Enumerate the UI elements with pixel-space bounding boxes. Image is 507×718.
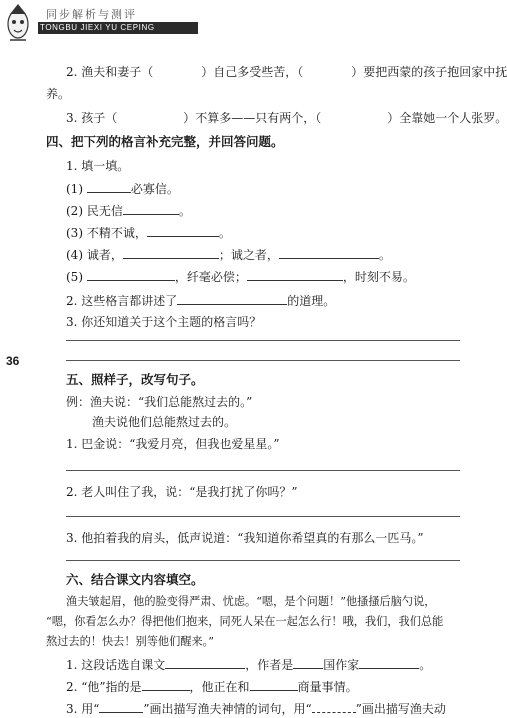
text: 的道理。 [287,294,336,308]
answer-blank[interactable] [117,110,183,122]
text: 。 [419,658,432,672]
section-5-title: 五、照样子，改写句子。 [66,372,204,387]
text: 1. 这段话选自课文 [66,658,166,672]
proverb-3 [66,224,231,241]
text: ；诚之者， [218,248,279,262]
example-line-2: 渔夫说他们总能熬过去的。 [92,415,237,429]
text: ，时刻不易。 [342,270,415,284]
text: (2) 民无信 [66,204,123,218]
answer-blank[interactable] [123,202,179,215]
section-5-item-1: 1. 巴金说：“我爱月亮，但我也爱星星。” [66,437,280,451]
wavy-line-sample [312,700,356,713]
section-6-item-2 [66,678,358,695]
text: 2. “他”指的是 [66,680,142,694]
text: (5) [66,270,83,284]
question-2-cont: 养。 [46,87,71,101]
header-subtitle: TONGBU JIEXI YU CEPING [40,23,155,32]
text: 国作家 [323,658,360,672]
answer-blank[interactable] [359,656,419,669]
text: 必寡信。 [130,182,179,196]
text: ，纤毫必偿； [174,270,247,284]
answer-blank[interactable] [142,678,190,691]
answer-blank[interactable] [250,678,298,691]
question-2-line [66,64,507,80]
answer-blank[interactable] [153,64,201,76]
section-6-item-3 [66,700,446,717]
answer-line[interactable] [66,560,460,561]
text: 3. 孩子（ [66,111,118,125]
section-4-item-2 [66,292,335,309]
proverb-1 [66,180,179,197]
text: 。 [378,248,391,262]
text: (4) 诚者， [66,248,123,262]
answer-blank[interactable] [279,246,379,259]
section-6-item-1 [66,656,431,673]
answer-blank[interactable] [293,656,323,669]
section-6-title: 六、结合课文内容填空。 [66,572,204,587]
straight-line-sample [99,700,143,713]
example-line-1: 例：渔夫说：“我们总能熬过去的。” [66,395,253,409]
text: ”画出描写渔夫神情的词句，用“ [143,702,312,716]
section-5-item-2: 2. 老人叫住了我，说：“是我打扰了你吗？” [66,485,298,499]
answer-line[interactable] [66,470,460,471]
question-3-line [66,110,507,126]
page-number: 36 [6,354,20,368]
text: ）不算多——只有两个，（ [183,111,322,125]
answer-blank[interactable] [321,110,387,122]
section-4-item-3: 3. 你还知道关于这个主题的格言吗？ [66,315,262,329]
answer-blank[interactable] [165,656,245,669]
text: ”画出描写渔夫动 [355,702,446,716]
section-5-item-3: 3. 他拍着我的肩头，低声说道：“我知道你希望真的有那么一匹马。” [66,531,424,545]
text: (3) 不精不诚， [66,226,147,240]
mascot-icon [4,2,32,44]
proverb-2 [66,202,191,219]
answer-blank[interactable] [123,246,219,259]
answer-line[interactable] [66,516,460,517]
section-4-item-1: 1. 填一填。 [66,159,130,173]
answer-blank[interactable] [177,292,287,305]
answer-blank[interactable] [303,64,351,76]
section-4-title: 四、把下列的格言补充完整，并回答问题。 [46,134,284,149]
text: ）全靠她一个人张罗。 [387,111,507,125]
text: 2. 渔夫和妻子（ [66,65,154,79]
text: ）自己多受些苦，（ [201,65,304,79]
answer-line[interactable] [66,340,460,341]
passage-line-2: “嗯，你看怎么办？得把他们抱来，同死人呆在一起怎么行！哦，我们，我们总能 [46,615,444,628]
text: ，他正在和 [189,680,250,694]
text: 。 [218,226,231,240]
text: 3. 用“ [66,702,100,716]
passage-line-3: 熬过去的！快去！别等他们醒来。” [46,635,214,648]
page-header [0,0,490,46]
passage-line-1: 渔夫皱起眉，他的脸变得严肃、忧虑。“嗯，是个问题！”他搔搔后脑勺说， [66,595,436,608]
text: ）要把西蒙的孩子抱回家中抚 [351,65,507,79]
proverb-5 [66,268,415,285]
header-title: 同步解析与测评 [46,8,137,21]
text: ，作者是 [245,658,294,672]
text: (1) [66,182,83,196]
answer-blank[interactable] [87,268,175,281]
answer-blank[interactable] [147,224,219,237]
proverb-4 [66,246,391,263]
text: 2. 这些格言都讲述了 [66,294,178,308]
text: 商量事情。 [297,680,358,694]
answer-line[interactable] [66,360,460,361]
answer-blank[interactable] [87,180,131,193]
text: 。 [178,204,191,218]
answer-blank[interactable] [247,268,343,281]
